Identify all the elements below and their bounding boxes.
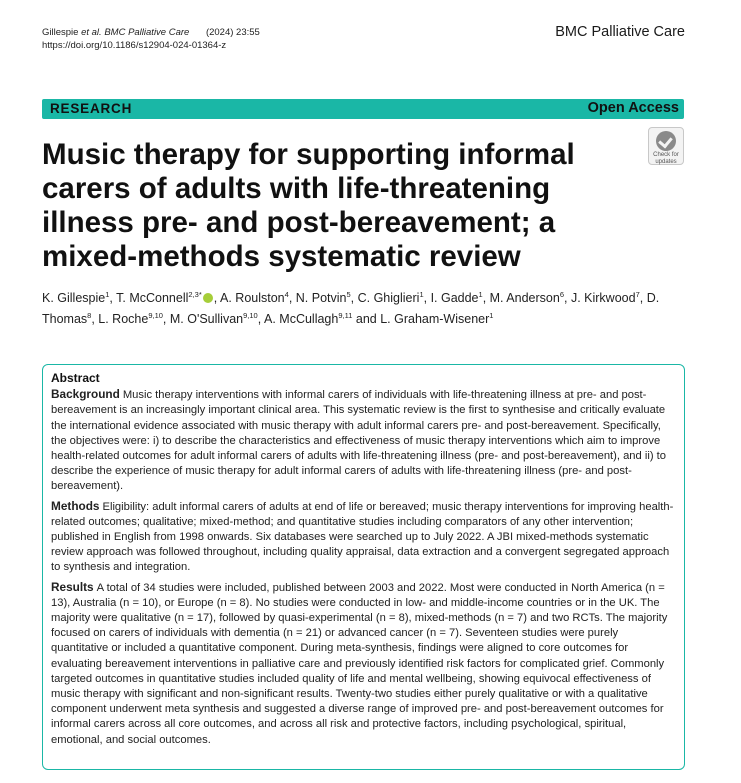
open-access-label: Open Access: [587, 100, 679, 116]
author-affiliation: 4: [284, 290, 289, 299]
author-affiliation: 1: [489, 311, 494, 321]
author-affiliation: 2,3*: [188, 290, 202, 299]
author-name[interactable]: [490, 291, 564, 305]
abstract-heading: Abstract: [51, 371, 100, 385]
author-conjunction: and: [355, 312, 377, 327]
author-affiliation: 7: [635, 290, 640, 299]
check-for-updates-button[interactable]: [648, 127, 684, 165]
author-name[interactable]: [431, 291, 483, 305]
author-affiliation: 9,10: [243, 311, 258, 321]
article-title: Music therapy for supporting informal carers of adults with life-threatening illness pre- and post-bereavement; a mixed-methods systematic review: [42, 138, 575, 273]
orcid-icon[interactable]: [203, 293, 213, 303]
check-updates-line1: Check for: [653, 152, 679, 158]
abstract-background: [51, 387, 676, 494]
author-name-text: L. Roche: [98, 312, 149, 327]
article-type-banner: [42, 99, 684, 119]
author-name[interactable]: [42, 291, 109, 305]
check-for-updates-icon: [656, 131, 676, 151]
author-affiliation: 5: [346, 290, 351, 299]
results-text: A total of 34 studies were included, published between 2003 and 2022. Most were conducted in North America (n = 13), Australia (n = 10), or Europe (n = 8). No studies were conducted in low- and middle-income countries or in the UK. The majority were qualitative (n = 17), followed by quasi-experimental (n = 8), mixed-methods (n = 7) and two RCTs. The majority focused on carers of individuals with dementia (n = 21) or advanced cancer (n = 7). Seventeen studies were purely quantitative or included a quantitative component. During meta-synthesis, findings were aligned to core outcomes for evaluating bereavement interventions in palliative care and previously identified risk factors for complicated grief. Commonly targeted outcomes in quantitative studies included quality of life and mental wellbeing, showing equivocal effectiveness of music therapy with significant and non-significant results. Twenty-two studies either purely qualitative or with a qualitative component underwent meta synthesis and suggested a diverse range of improved pre- and post-bereavement outcomes for informal carers across all core outcomes, and across all risk and protective factors, including psychological, spiritual, emotional, and social outcomes.: [51, 581, 668, 746]
citation-author: Gillespie: [42, 27, 79, 38]
author-name-text: A. Roulston: [220, 291, 285, 306]
journal-name: BMC Palliative Care: [555, 24, 685, 40]
background-text: Music therapy interventions with informal carers of individuals with life-threatening illness at pre- and post-bereavement is an increasingly important clinical area. This systematic review is the first to synthesise and critically evaluate the international evidence associated with music therapy with adult informal carers pre- and post-bereavement. Specifically, the objectives were: i) to describe the characteristics and effectiveness of music therapy interventions which aim to improve health-related outcomes for adult informal carers of adults with life-threatening illness (pre- and post-bereavement), and ii) to describe the experience of music therapy for adult informal carers of adults with life-threatening illness (pre- and post-bereavement).: [51, 389, 666, 493]
author-name[interactable]: [116, 291, 214, 305]
author-name[interactable]: [170, 312, 258, 326]
author-affiliation: 6: [559, 290, 564, 299]
author-name-text: K. Gillespie: [42, 291, 106, 306]
methods-text: Eligibility: adult informal carers of adults at end of life or bereaved; music therapy interventions for improving health-related outcomes; qualitative; mixed-method; and quantitative studies including comparators of any other intervention; published in English from 1998 onwards. Six databases were searched up to July 2022. A JBI mixed-methods systematic review approach was followed throughout, including quality appraisal, data extraction and a convergent segregated approach to synthesis and integration.: [51, 500, 674, 574]
author-name[interactable]: [380, 312, 493, 326]
section-label: RESEARCH: [50, 101, 133, 116]
author-affiliation: 1: [105, 290, 110, 299]
author-name-text: A. McCullagh: [264, 312, 339, 327]
author-affiliation: 8: [87, 311, 92, 321]
author-name-text: N. Potvin: [295, 291, 347, 306]
author-name-text: M. Anderson: [489, 291, 560, 306]
author-affiliation: 1: [419, 290, 424, 299]
author-name-text: I. Gadde: [430, 291, 479, 306]
author-list: K. Gillespie$^1$, T. McConnell$^{2,3*}$ , A. Roulston$^4$, N. Potvin$^5$, C. Ghiglieri$^1$, I. Gadde$^1$, M. Anderson$^6$, J. Kirkwood$^7$, D. Thomas$^8$, L. Roche$^{9,10}$, M. O'Sullivan$^{9,10}$, A. McCullagh$^{9,11}$ and L. Graham-Wisener$^1$: [42, 290, 660, 327]
author-name[interactable]: [296, 291, 351, 305]
author-name[interactable]: [264, 312, 352, 326]
author-name[interactable]: [571, 291, 640, 305]
check-for-updates-label: [649, 152, 683, 165]
citation-journal: et al. BMC Palliative Care: [81, 27, 190, 38]
author-name-text: D. Thomas: [42, 291, 660, 327]
check-updates-line2: updates: [655, 158, 677, 165]
background-label: Background: [51, 387, 120, 402]
citation-year-volume: (2024) 23:55: [205, 27, 260, 38]
author-name[interactable]: [98, 312, 163, 326]
journal-citation: [42, 26, 260, 39]
abstract-box: [42, 364, 685, 770]
doi-link[interactable]: https://doi.org/10.1186/s12904-024-01364-z: [42, 40, 227, 51]
author-affiliation: 1: [478, 290, 483, 299]
author-name-text: C. Ghiglieri: [357, 291, 420, 306]
results-label: Results: [51, 579, 94, 594]
author-affiliation: 9,11: [338, 311, 353, 321]
methods-label: Methods: [51, 498, 100, 513]
author-name[interactable]: [220, 291, 289, 305]
author-affiliation: 9,10: [148, 311, 163, 321]
author-name[interactable]: [358, 291, 424, 305]
author-name-text: T. McConnell: [116, 291, 189, 306]
abstract-methods: [51, 499, 676, 576]
author-name-text: J. Kirkwood: [570, 291, 636, 306]
author-name-text: M. O'Sullivan: [169, 312, 244, 327]
author-name-text: L. Graham-Wisener: [380, 312, 490, 327]
abstract-results: [51, 580, 676, 748]
citation-header: [42, 26, 260, 52]
